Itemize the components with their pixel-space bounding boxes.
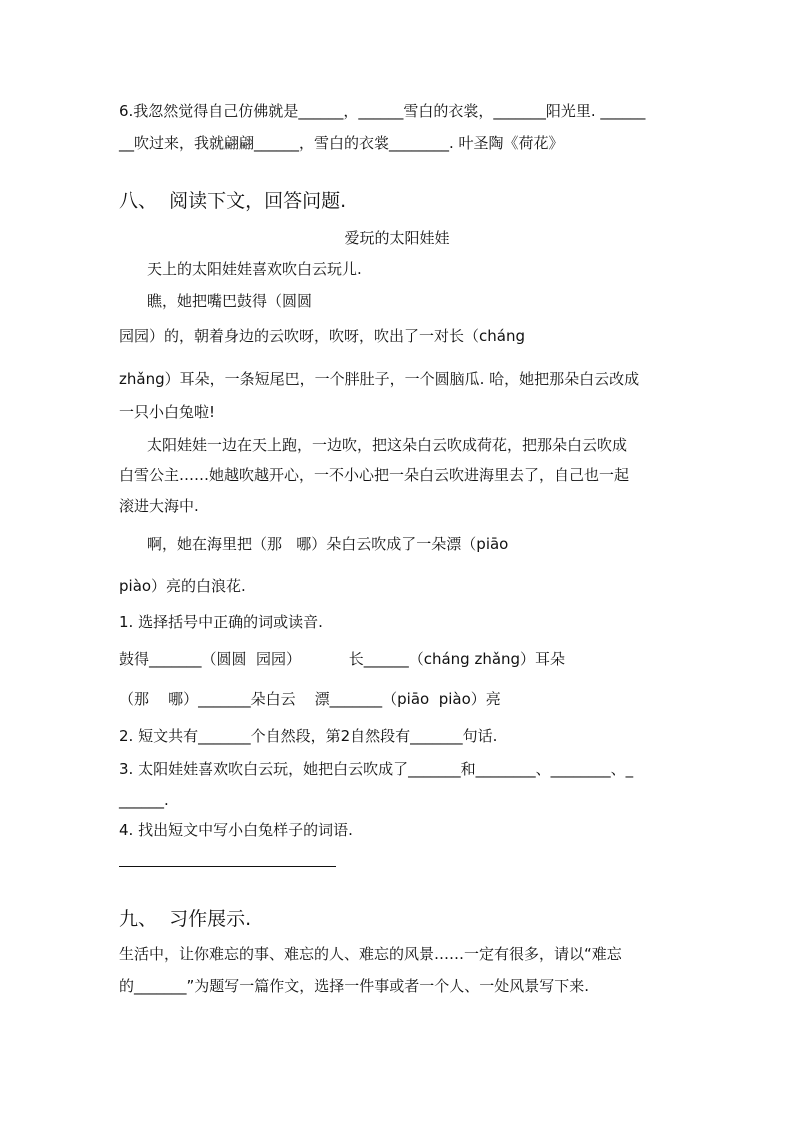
question-4-answer-line [119, 866, 336, 867]
section-9-line-2: 的_______”为题写一篇作文，选择一件事或者一个人、一处风景写下来. [119, 977, 590, 995]
question-1-line-a: 鼓得_______（圆圆 园园） 长______（cháng zhǎng）耳朵 [119, 650, 566, 668]
story-paragraph-3: 太阳娃娃一边在天上跑，一边吹，把这朵白云吹成荷花，把那朵白云吹成 [147, 436, 628, 454]
story-paragraph-4-cont: piào）亮的白浪花. [119, 577, 246, 595]
question-4: 4. 找出短文中写小白兔样子的词语. [119, 821, 353, 839]
section-9-title: 九、 习作展示. [119, 908, 252, 930]
question-3-cont: ______. [119, 791, 169, 809]
story-paragraph-3-cont-2: 滚进大海中. [119, 497, 199, 515]
story-paragraph-4: 啊，她在海里把（那 哪）朵白云吹成了一朵漂（piāo [147, 535, 509, 553]
question-3: 3. 太阳娃娃喜欢吹白云玩，她把白云吹成了_______和________、________、_ [119, 760, 634, 778]
question-1-line-b: （那 哪）_______朵白云 漂_______（piāo piào）亮 [119, 690, 501, 708]
story-paragraph-1: 天上的太阳娃娃喜欢吹白云玩儿. [147, 260, 362, 278]
story-paragraph-3-cont: 白雪公主……她越吹越开心，一不小心把一朵白云吹进海里去了，自己也一起 [119, 466, 630, 484]
section-8-title: 八、 阅读下文，回答问题. [119, 190, 347, 212]
question-1: 1. 选择括号中正确的词或读音. [119, 613, 323, 631]
section-9-line-1: 生活中，让你难忘的事、难忘的人、难忘的风景……一定有很多，请以“难忘 [119, 945, 622, 963]
question-2: 2. 短文共有_______个自然段，第2自然段有_______句话. [119, 727, 498, 745]
q6-line-2: __吹过来，我就翩翩______，雪白的衣裳________. 叶圣陶《荷花》 [119, 134, 564, 152]
story-paragraph-2-cont: 园园）的，朝着身边的云吹呀，吹呀，吹出了一对长（cháng [119, 327, 525, 345]
story-title: 爱玩的太阳娃娃 [344, 229, 450, 247]
story-paragraph-2: 瞧，她把嘴巴鼓得（圆圆 [147, 292, 313, 310]
q6-line-1: 6.我忽然觉得自己仿佛就是______，______雪白的衣裳，_______阳光里. ______ [119, 102, 646, 120]
story-paragraph-2-cont-3: 一只小白兔啦! [119, 403, 216, 421]
story-paragraph-2-cont-2: zhǎng）耳朵，一条短尾巴，一个胖肚子，一个圆脑瓜. 哈，她把那朵白云改成 [119, 370, 640, 388]
